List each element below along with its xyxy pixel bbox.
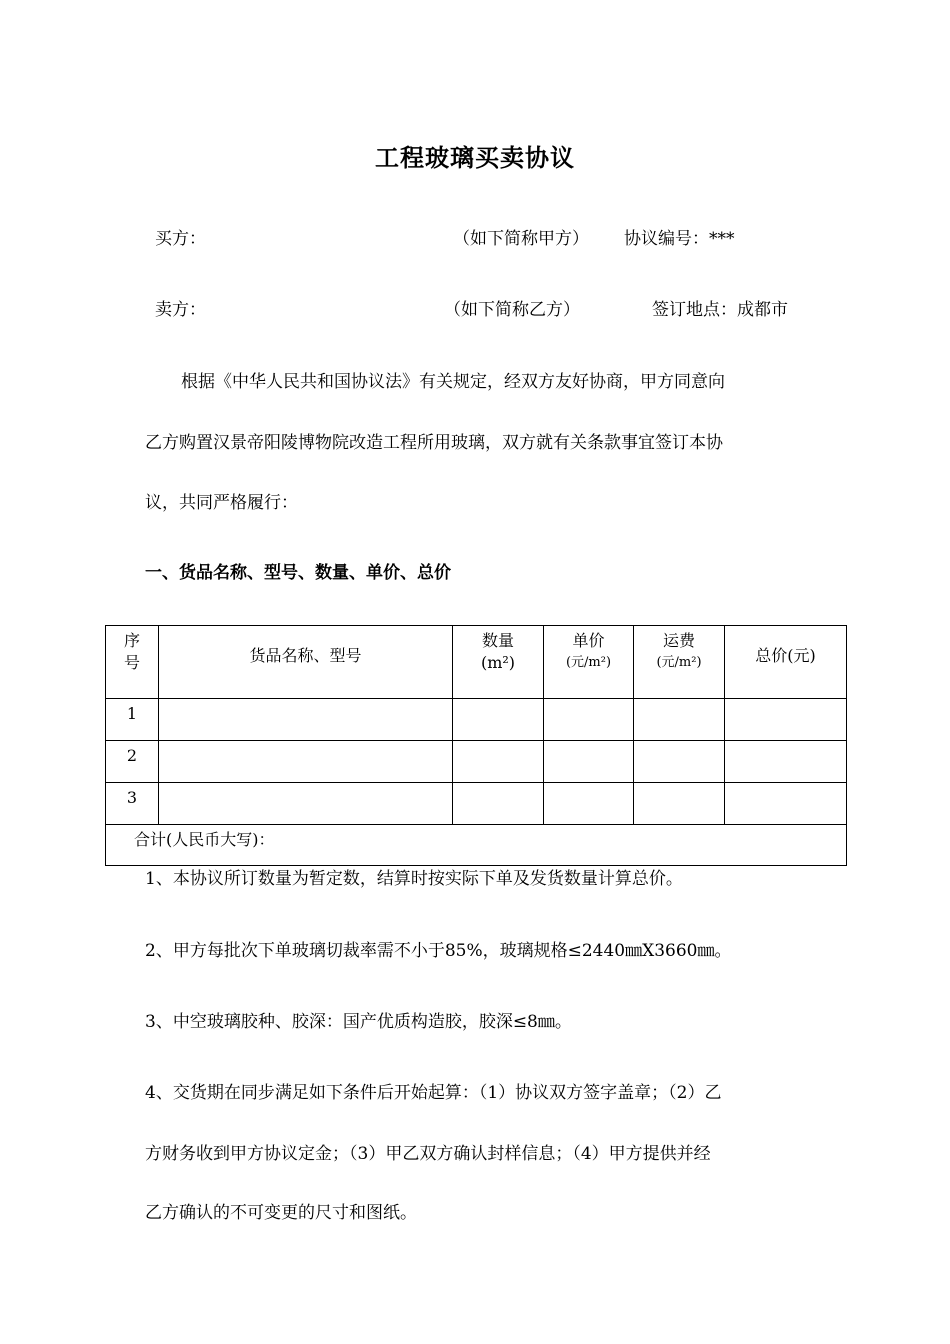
goods-table [105, 625, 847, 866]
cell-freight [634, 699, 725, 741]
table-total-row [106, 825, 847, 866]
clause-4-line-3: 乙方确认的不可变更的尺寸和图纸。 [145, 1203, 417, 1223]
header-price-line1: 单价 [572, 631, 605, 650]
contract-number: 协议编号：*** [624, 229, 735, 249]
cell-name [159, 741, 453, 783]
header-seq [106, 626, 159, 699]
clause-4-line-1: 4、交货期在同步满足如下条件后开始起算：（1）协议双方签字盖章；（2）乙 [145, 1083, 722, 1103]
cell-total [725, 741, 847, 783]
signing-place: 签订地点：成都市 [652, 300, 788, 320]
table-row [106, 699, 847, 741]
cell-seq: 3 [106, 783, 159, 825]
header-total: 总价(元) [725, 626, 847, 699]
seller-label: 卖方： [155, 300, 206, 320]
clause-3: 3、中空玻璃胶种、胶深：国产优质构造胶，胶深≤8㎜。 [145, 1012, 572, 1032]
header-price [544, 626, 634, 699]
cell-total [725, 699, 847, 741]
intro-line-2: 乙方购置汉景帝阳陵博物院改造工程所用玻璃，双方就有关条款事宜签订本协 [145, 433, 723, 453]
header-qty [453, 626, 544, 699]
cell-price [544, 699, 634, 741]
header-freight-line1: 运费 [662, 631, 695, 650]
cell-seq: 1 [106, 699, 159, 741]
table-row [106, 783, 847, 825]
clause-4-line-2: 方财务收到甲方协议定金；（3）甲乙双方确认封样信息；（4）甲方提供并经 [145, 1144, 711, 1164]
header-seq-line2: 号 [123, 653, 140, 672]
total-amount-label: 合计(人民币大写)： [106, 825, 847, 866]
intro-line-3: 议，共同严格履行： [145, 493, 298, 513]
cell-freight [634, 783, 725, 825]
cell-seq: 2 [106, 741, 159, 783]
section-heading-goods: 一、货品名称、型号、数量、单价、总价 [145, 563, 451, 583]
cell-qty [453, 741, 544, 783]
header-price-line2: (元/m²) [565, 655, 612, 670]
document-title: 工程玻璃买卖协议 [375, 143, 575, 172]
cell-name [159, 783, 453, 825]
header-name: 货品名称、型号 [159, 626, 453, 699]
cell-name [159, 699, 453, 741]
table-row [106, 741, 847, 783]
cell-price [544, 783, 634, 825]
clause-1: 1、本协议所订数量为暂定数，结算时按实际下单及发货数量计算总价。 [145, 869, 683, 889]
buyer-label: 买方： [155, 229, 206, 249]
header-seq-line1: 序 [123, 631, 140, 650]
header-qty-line2: (m²) [480, 653, 516, 672]
cell-price [544, 741, 634, 783]
cell-freight [634, 741, 725, 783]
cell-qty [453, 783, 544, 825]
header-qty-line1: 数量 [481, 631, 514, 650]
header-freight [634, 626, 725, 699]
clause-2: 2、甲方每批次下单玻璃切裁率需不小于85%，玻璃规格≤2440㎜X3660㎜。 [145, 941, 732, 961]
intro-line-1: 根据《中华人民共和国协议法》有关规定，经双方友好协商，甲方同意向 [181, 372, 725, 392]
cell-total [725, 783, 847, 825]
cell-qty [453, 699, 544, 741]
table-header-row [106, 626, 847, 699]
seller-alias: （如下简称乙方） [444, 300, 580, 320]
header-freight-line2: (元/m²) [656, 655, 702, 670]
buyer-alias: （如下简称甲方） [453, 229, 589, 249]
